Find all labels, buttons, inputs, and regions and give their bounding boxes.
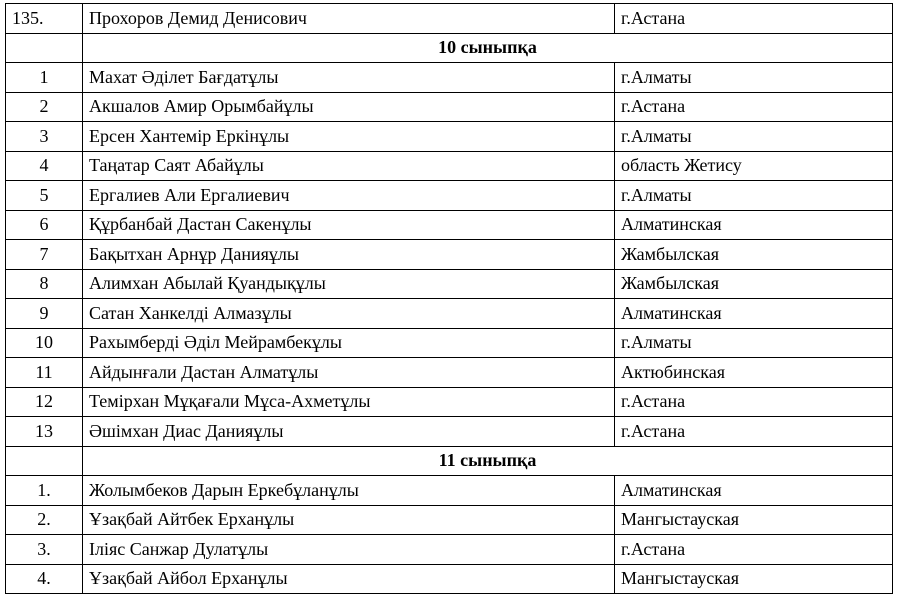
row-number: 5 (6, 181, 83, 211)
student-region: г.Астана (615, 92, 893, 122)
row-number: 2 (6, 92, 83, 122)
table-row (6, 63, 893, 93)
student-region: г.Астана (615, 417, 893, 447)
row-number: 4 (6, 151, 83, 181)
section-header-row (6, 446, 893, 476)
student-name: Жолымбеков Дарын Еркебұланұлы (83, 476, 615, 506)
participants-table (5, 3, 893, 594)
section-title-11: 11 сыныпқа (83, 446, 893, 476)
row-number: 9 (6, 299, 83, 329)
student-region: г.Астана (615, 4, 893, 34)
student-region: г.Астана (615, 387, 893, 417)
row-number: 135. (6, 4, 83, 34)
table-row (6, 417, 893, 447)
student-region: Актюбинская (615, 358, 893, 388)
table-row (6, 328, 893, 358)
student-name: Құрбанбай Дастан Сакенұлы (83, 210, 615, 240)
student-name: Ұзақбай Айтбек Ерханұлы (83, 505, 615, 535)
row-number: 1 (6, 63, 83, 93)
row-number: 10 (6, 328, 83, 358)
table-row (6, 387, 893, 417)
student-name: Таңатар Саят Абайұлы (83, 151, 615, 181)
section-title-10: 10 сыныпқа (83, 33, 893, 63)
student-name: Рахымберді Әділ Мейрамбекұлы (83, 328, 615, 358)
student-region: Мангыстауская (615, 564, 893, 594)
table-row (6, 505, 893, 535)
section-11-rows (6, 476, 893, 594)
student-region: г.Алматы (615, 63, 893, 93)
student-region: г.Алматы (615, 328, 893, 358)
student-region: Алматинская (615, 210, 893, 240)
student-region: Мангыстауская (615, 505, 893, 535)
table-row (6, 122, 893, 152)
table-row (6, 151, 893, 181)
row-number: 13 (6, 417, 83, 447)
student-name: Сатан Ханкелді Алмазұлы (83, 299, 615, 329)
student-name: Темірхан Мұқағали Мұса-Ахметұлы (83, 387, 615, 417)
table-row (6, 210, 893, 240)
section-10-rows (6, 63, 893, 447)
row-number: 3. (6, 535, 83, 565)
row-number: 11 (6, 358, 83, 388)
section-number-cell (6, 33, 83, 63)
student-name: Алимхан Абылай Қуандықұлы (83, 269, 615, 299)
student-region: Алматинская (615, 476, 893, 506)
student-name: Айдынғали Дастан Алматұлы (83, 358, 615, 388)
table-row (6, 240, 893, 270)
student-name: Іліяс Санжар Дулатұлы (83, 535, 615, 565)
row-number: 6 (6, 210, 83, 240)
table-row (6, 269, 893, 299)
table-row (6, 92, 893, 122)
row-number: 12 (6, 387, 83, 417)
student-region: г.Астана (615, 535, 893, 565)
student-region: Жамбылская (615, 269, 893, 299)
row-number: 7 (6, 240, 83, 270)
table-row (6, 535, 893, 565)
student-name: Акшалов Амир Орымбайұлы (83, 92, 615, 122)
student-region: область Жетису (615, 151, 893, 181)
student-region: г.Алматы (615, 181, 893, 211)
student-region: Жамбылская (615, 240, 893, 270)
student-name: Прохоров Демид Денисович (83, 4, 615, 34)
row-number: 1. (6, 476, 83, 506)
table-row (6, 181, 893, 211)
table-row (6, 4, 893, 34)
table-row (6, 476, 893, 506)
student-region: Алматинская (615, 299, 893, 329)
table-row (6, 564, 893, 594)
row-number: 4. (6, 564, 83, 594)
student-name: Ергалиев Али Ергалиевич (83, 181, 615, 211)
row-number: 8 (6, 269, 83, 299)
section-number-cell (6, 446, 83, 476)
table-row (6, 358, 893, 388)
row-number: 3 (6, 122, 83, 152)
student-name: Махат Әділет Бағдатұлы (83, 63, 615, 93)
student-name: Әшімхан Диас Данияұлы (83, 417, 615, 447)
student-region: г.Алматы (615, 122, 893, 152)
student-name: Ұзақбай Айбол Ерханұлы (83, 564, 615, 594)
table-row (6, 299, 893, 329)
student-name: Бақытхан Арнұр Данияұлы (83, 240, 615, 270)
section-header-row (6, 33, 893, 63)
row-number: 2. (6, 505, 83, 535)
student-name: Ерсен Хантемір Еркінұлы (83, 122, 615, 152)
